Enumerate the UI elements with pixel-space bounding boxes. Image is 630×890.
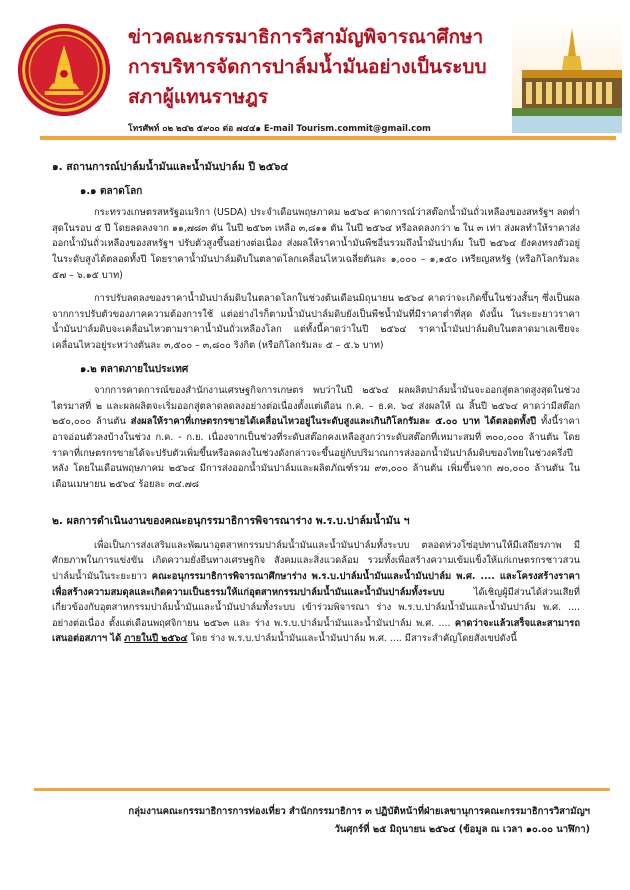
section1-2-text-bold: ส่งผลให้ราคาที่เกษตรกรขายได้เคลื่อนไหวอยู่ในระดับสูงและเกินกิโลกรัมละ ๕.๐๐ บาท ได้ตลอดทั้งปี xyxy=(130,416,537,428)
section2-text-bold2: คาดว่าจะแล้วเสร็จและสามารถเสนอต่อสภาฯ ได้ xyxy=(52,617,580,645)
article-body xyxy=(52,160,580,655)
section2-text-underline: ภายในปี ๒๕๖๔ xyxy=(124,633,188,645)
section2-text-f: โดย ร่าง พ.ร.บ.ปาล์มน้ำมันและน้ำมันปาล์ม พ.ศ. .... มีสาระสำคัญโดยสังเขปดังนี้ xyxy=(187,633,517,645)
footer-divider xyxy=(34,788,610,791)
letterhead xyxy=(0,0,630,140)
section2-text-c: ได้เชิญผู้มีส่วนได้ส่วนเสียที่เกี่ยวข้องกับอุตสาหกรรมปาล์มน้ำมันและน้ำมันปาล์มทั้งระบบ เข้าร่วมพิจารณา ร่าง พ.ร.บ.ปาล์มน้ำมันและน้ำมันปาล์ม พ.ศ. .... อย่างต่อเนื่อง ตั้งแต่เดือนพฤศจิกายน ๒๕๖๓ และ ร่าง พ.ร.บ.ปาล์มน้ำมันและน้ำมันปาล์ม พ.ศ. .... xyxy=(52,586,580,629)
header-title-line3: สภาผู้แทนราษฎร xyxy=(128,86,269,108)
header-divider xyxy=(40,136,616,140)
header-title-line1: ข่าวคณะกรรมาธิการวิสามัญพิจารณาศึกษา xyxy=(128,26,484,48)
contact-line: โทรศัพท์ ๐๒ ๒๔๒ ๕๙๐๐ ต่อ ๗๔๔๑ E-mail Tourism.commit@gmail.com xyxy=(128,124,431,134)
parliament-building-icon xyxy=(512,18,622,133)
section1-1-heading: ๑.๑ ตลาดโลก xyxy=(80,185,143,197)
footer-line2: วันศุกร์ที่ ๒๕ มิถุนายน ๒๕๖๔ (ข้อมูล ณ เวลา ๑๐.๐๐ นาฬิกา) xyxy=(334,824,590,835)
section1-2-text-a: จากการคาดการณ์ของสำนักงานเศรษฐกิจการเกษตร พบว่าในปี ๒๕๖๔ ผลผลิตปาล์มน้ำมันจะออกสู่ตลาดสูงสุดในช่วงไตรมาสที่ ๒ และผลผลิตจะเริ่มออกสู่ตลาดลดลงอย่างต่อเนื่องตั้งแต่เดือน ก.ค. – ธ.ค. ๖๔ ส่งผลให้ ณ สิ้นปี ๒๕๖๔ คาดว่ามีสต๊อก ๒๕๐,๐๐๐ ล้านตัน xyxy=(52,385,580,428)
section1-1-para1: กระทรวงเกษตรสหรัฐอเมริกา (USDA) ประจำเดือนพฤษภาคม ๒๕๖๔ คาดการณ์ว่าสต๊อกน้ำมันถั่วเหลืองของสหรัฐฯ ลดต่ำสุดในรอบ ๕ ปี โดยลดลงจาก ๑๑,๗๘๓ ตัน ในปี ๒๕๖๓ เหลือ ๓,๘๑๑ ตัน ในปี ๒๕๖๔ หรือลดลงกว่า ๒ ใน ๓ เท่า ส่งผลทำให้ราคาส่งออกน้ำมันถั่วเหลืองของสหรัฐฯ ปรับตัวสูงขึ้นอย่างต่อเนื่อง ส่งผลให้ราคาน้ำมันพืชอื่นรวมถึงน้ำมันปาล์ม ในปี ๒๕๖๔ ยังคงทรงตัวอยู่ในระดับสูงได้ตลอดทั้งปี โดยราคาน้ำมันปาล์มดิบในตลาดโลกเคลื่อนไหวเฉลี่ยตันละ ๑,๐๐๐ – ๑,๑๕๐ เหรียญสหรัฐ (หรือกิโลกรัมละ ๕๗ – ๖.๑๕ บาท) xyxy=(52,207,580,281)
footer xyxy=(70,803,590,839)
section1-heading: ๑. สถานการณ์ปาล์มน้ำมันและน้ำมันปาล์ม ปี ๒๕๖๔ xyxy=(52,161,289,173)
section1-2-text-c: ทั้งนี้ราคาอาจอ่อนตัวลงบ้างในช่วง ก.ค. - ก.ย. เนื่องจากเป็นช่วงที่ระดับสต๊อกคงเหลือสูงกว่าระดับสต๊อกที่เหมาะสมที่ ๓๐๐,๐๐๐ ล้านตัน โดยราคาที่เกษตรกรขายได้จะปรับตัวเพิ่มขึ้นหรือลดลงในช่วงดังกล่าวจะขึ้นอยู่กับปริมาณการส่งออกน้ำมันปาล์มดิบของไทยในช่วงครึ่งปีหลัง โดยในเดือนพฤษภาคม ๒๕๖๔ มีการส่งออกน้ำมันปาล์มและผลิตภัณฑ์รวม ๙๓,๐๐๐ ล้านตัน เพิ่มขึ้นจาก ๗๐,๐๐๐ ล้านตัน ในเดือนเมษายน ๒๕๖๔ ร้อยละ ๓๔.๗๘ xyxy=(52,416,580,490)
section1-2-heading: ๑.๒ ตลาดภายในประเทศ xyxy=(80,363,189,375)
section2-heading: ๒. ผลการดำเนินงานของคณะอนุกรรมาธิการพิจารณาร่าง พ.ร.บ.ปาล์มน้ำมัน ฯ xyxy=(52,515,410,528)
footer-line1: กลุ่มงานคณะกรรมาธิการการท่องเที่ยว สำนักกรรมาธิการ ๓ ปฏิบัติหน้าที่ฝ่ายเลขานุการคณะกรรมาธิการวิสามัญฯ xyxy=(128,806,590,817)
section2-text-bold: คณะอนุกรรมาธิการพิจารณาศึกษาร่าง พ.ร.บ.ปาล์มน้ำมันและน้ำมันปาล์ม พ.ศ. .... และโครงสร้างราคาเพื่อสร้างความสมดุลและเกิดความเป็นธรรมให้แก่อุตสาหกรรมปาล์มน้ำมันและน้ำมันปาล์มทั้งระบบ xyxy=(52,571,580,598)
section2-para xyxy=(52,538,580,647)
section1-1-para2: การปรับลดลงของราคาน้ำมันปาล์มดิบในตลาดโลกในช่วงต้นเดือนมิถุนายน ๒๕๖๔ คาดว่าจะเกิดขึ้นในช่วงสั้นๆ ซึ่งเป็นผลจากการปรับตัวของภาคความต้องการใช้ แต่อย่างไรก็ตามน้ำมันปาล์มดิบยังเป็นพืชน้ำมันที่มีราคาต่ำที่สุด ดังนั้น ในระยะยาวราคาน้ำมันปาล์มดิบจะเคลื่อนไหวตามราคาน้ำมันถั่วเหลืองโลก แต่ทั้งนี้คาดว่าในปี ๒๕๖๔ ราคาน้ำมันปาล์มดิบในตลาดมาเลเซียจะเคลื่อนไหวอยู่ระหว่างตันละ ๓,๕๐๐ – ๓,๘๐๐ ริงกิต (หรือกิโลกรัมละ ๕ – ๕.๖ บาท) xyxy=(52,293,580,351)
section1-2-para xyxy=(52,383,580,492)
header-title-line2: การบริหารจัดการปาล์มน้ำมันอย่างเป็นระบบ xyxy=(128,56,487,78)
parliament-emblem-icon xyxy=(16,22,112,118)
section2-text-a: เพื่อเป็นการส่งเสริมและพัฒนาอุตสาหกรรมปาล์มน้ำมันและน้ำมันปาล์มทั้งระบบ ตลอดห่วงโซ่อุปทานให้มีเสถียรภาพ มีศักยภาพในการแข่งขัน เกิดความยั่งยืนทางเศรษฐกิจ สังคมและสิ่งแวดล้อม รวมทั้งเพื่อสร้างความเข้มแข็งให้แก่เกษตรกรชาวสวนปาล์มน้ำมันในระยะยาว xyxy=(52,539,580,583)
